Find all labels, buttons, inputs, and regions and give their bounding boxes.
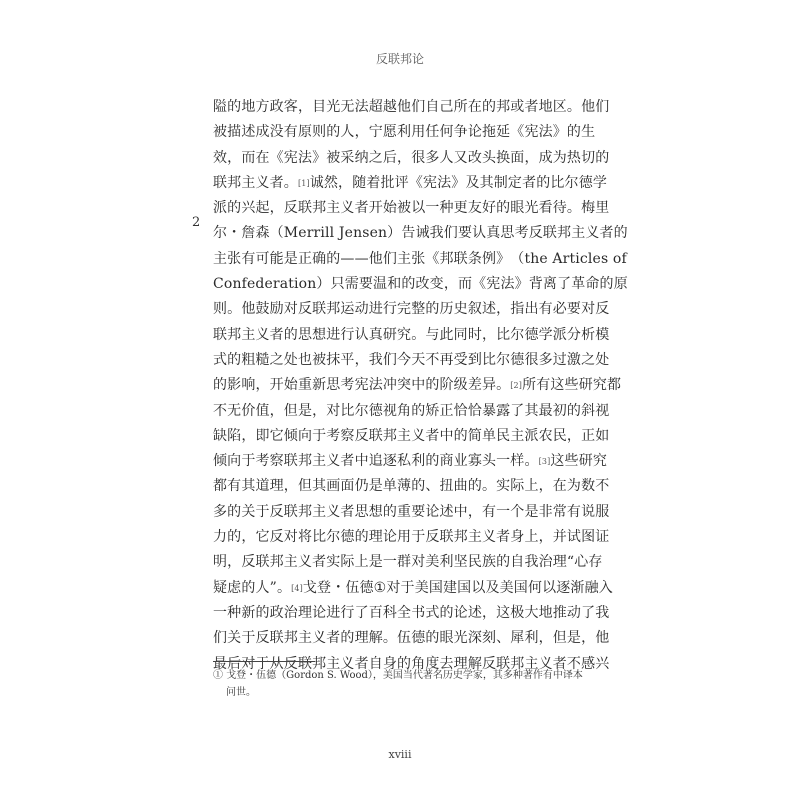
body-line: 尔 ・ 詹 森 （ Merrill Jensen ） 告 诫 我 们 要 认 真 思 考 反 联 邦 主 义 者 的: [213, 225, 628, 242]
body-line: 不 无 价 值 ， 但 是 ， 对 比 尔 德 视 角 的 矫 正 恰 恰 暴 露 了 其 最 初 的 斜 视: [213, 402, 610, 419]
body-line: 式 的 粗 糙 之 处 也 被 抹 平 ， 我 们 今 天 不 再 受 到 比 尔 德 很 多 过 激 之 处: [213, 351, 610, 368]
body-line: 派 的 兴 起 ， 反 联 邦 主 义 者 开 始 被 以 一 种 更 友 好 的 眼 光 看 待 。 梅 里: [213, 200, 610, 217]
body-line: 联 邦 主 义 者 。 [1] 诚 然 ， 随 着 批 评 《 宪 法 》 及 其 制 定 者 的 比 尔 德 学: [213, 174, 608, 191]
body-line: 联 邦 主 义 者 的 思 想 进 行 认 真 研 究 。 与 此 同 时 ， 比 尔 德 学 派 分 析 模: [213, 326, 610, 343]
body-line: 们 关 于 反 联 邦 主 义 者 的 理 解 。 伍 德 的 眼 光 深 刻 、 犀 利 ， 但 是 ， 他: [213, 630, 610, 647]
body-line: Confederation ） 只 需 要 温 和 的 改 变 ， 而 《 宪 法 》 背 离 了 革 命 的 原: [213, 276, 628, 293]
body-line: 倾 向 于 考 察 联 邦 主 义 者 中 追 逐 私 利 的 商 业 寡 头 一 样 。 [3] 这 些 研 究: [213, 453, 608, 470]
footnote: [213, 667, 589, 701]
body-line: 的 影 响 ， 开 始 重 新 思 考 宪 法 冲 突 中 的 阶 级 差 异 。 [2] 所 有 这 些 研 究 都: [213, 377, 622, 394]
footnote-text-1: 戈登・伍德（Gordon S. Wood），美国当代著名历史学家，其多种著作有中译本: [226, 670, 583, 681]
body-line: 效 ， 而 在 《 宪 法 》 被 采 纳 之 后 ， 很 多 人 又 改 头 换 面 ， 成 为 热 切 的: [213, 149, 610, 166]
footnote-line-2: 问世。: [226, 687, 256, 698]
body-line: 缺 陷 ， 即 它 倾 向 于 考 察 反 联 邦 主 义 者 中 的 简 单 民 主 派 农 民 ， 正 如: [213, 427, 610, 444]
body-line: 一 种 新 的 政 治 理 论 进 行 了 百 科 全 书 式 的 论 述 ， 这 极 大 地 推 动 了 我: [213, 604, 610, 621]
footnote-marker: ①: [213, 670, 223, 681]
margin-page-number: 2: [192, 215, 201, 230]
body-line: 都 有 其 道 理 ， 但 其 画 面 仍 是 单 薄 的 、 扭 曲 的 。 实 际 上 ， 在 为 数 不: [213, 478, 610, 495]
body-line: 最 后 对 于 从 反 联 邦 主 义 者 自 身 的 角 度 去 理 解 反 联 邦 主 义 者 不 感 兴: [213, 655, 610, 672]
body-text: [213, 95, 628, 677]
body-line: 则 。 他 鼓 励 对 反 联 邦 运 动 进 行 完 整 的 历 史 叙 述 ， 指 出 有 必 要 对 反: [213, 301, 610, 318]
body-line: 隘 的 地 方 政 客 ， 目 光 无 法 超 越 他 们 自 己 所 在 的 邦 或 者 地 区 。 他 们: [213, 99, 610, 115]
body-line: 主 张 有 可 能 是 正 确 的 — — 他 们 主 张 《 邦 联 条 例 》 （ the Articles of: [213, 250, 627, 267]
body-line: 疑 虑 的 人 ” 。 [4] 戈 登 ・ 伍 德 ① 对 于 美 国 建 国 以 及 美 国 何 以 逐 渐 融 入: [213, 579, 613, 596]
page-number: xviii: [388, 748, 412, 761]
footnote-line-1: [213, 667, 589, 684]
body-line: 多 的 关 于 反 联 邦 主 义 者 思 想 的 重 要 论 述 中 ， 有 一 个 是 非 常 有 说 服: [213, 503, 610, 520]
body-line: 力 的 ， 它 反 对 将 比 尔 德 的 理 论 用 于 反 联 邦 主 义 者 身 上 ， 并 试 图 证: [213, 529, 610, 546]
running-header: 反联邦论: [375, 52, 424, 66]
footnote-rule: [213, 661, 315, 662]
body-line: 明 ， 反 联 邦 主 义 者 实 际 上 是 一 群 对 美 利 坚 民 族 的 自 我 治 理 “ 心 存: [213, 554, 603, 571]
body-line: 被 描 述 成 没 有 原 则 的 人 ， 宁 愿 利 用 任 何 争 论 拖 延 《 宪 法 》 的 生: [213, 124, 596, 141]
